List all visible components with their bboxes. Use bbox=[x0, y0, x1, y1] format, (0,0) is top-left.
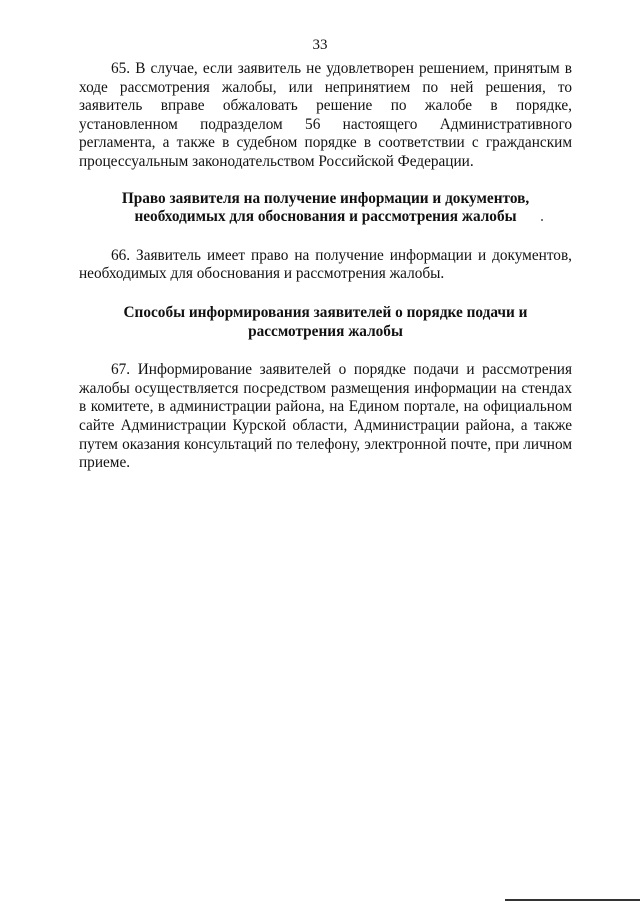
scan-speck bbox=[541, 219, 543, 221]
document-body bbox=[79, 60, 572, 473]
paragraph-67: 67. Информирование заявителей о порядке подачи и рассмотрения жалобы осуществляется посредством размещения информации на стендах в комитете, в администрации района, на Едином портале, на официальном сайте Администрации Курской области, Администрации района, а также путем оказания консультаций по телефону, электронной почте, при личном приеме. bbox=[79, 361, 572, 472]
page-number: 33 bbox=[312, 37, 328, 53]
section-heading-right-to-information: Право заявителя на получение информации и документов, необходимых для обоснования и рассмотрения жалобы bbox=[121, 189, 530, 226]
section-heading-informing-methods: Способы информирования заявителей о порядке подачи и рассмотрения жалобы bbox=[123, 303, 528, 340]
paragraph-65: 65. В случае, если заявитель не удовлетворен решением, принятым в ходе рассмотрения жалобы, или непринятием по ней решения, то заявитель вправе обжаловать решение по жалобе в порядке, установленном подразделом 56 настоящего Административного регламента, а также в судебном порядке в соответствии с гражданским процессуальным законодательством Российской Федерации. bbox=[79, 60, 572, 170]
scan-edge-line bbox=[505, 899, 640, 901]
paragraph-66: 66. Заявитель имеет право на получение информации и документов, необходимых для обоснования и рассмотрения жалобы. bbox=[79, 246, 572, 283]
